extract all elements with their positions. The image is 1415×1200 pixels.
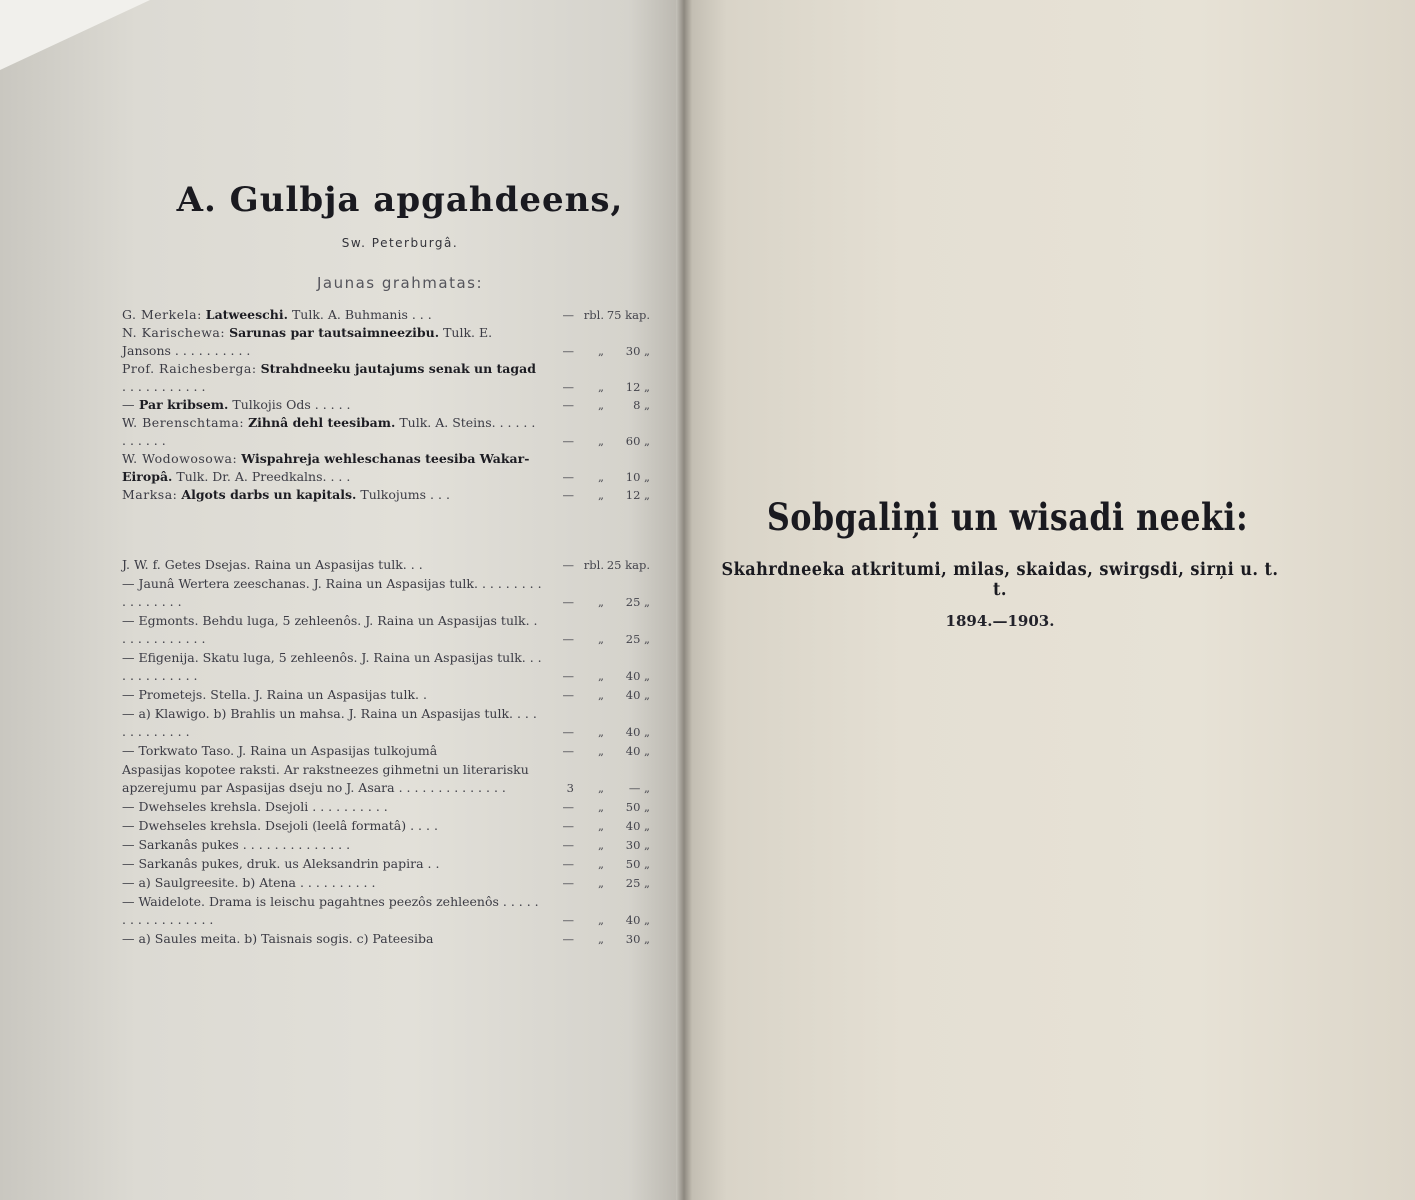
list-item: [122, 705, 672, 741]
price-unit: „: [598, 632, 604, 646]
entry-title: Algots darbs un kapitals.: [181, 487, 357, 502]
price-kopeks: 30 „: [625, 838, 650, 852]
folded-corner: [0, 0, 150, 70]
list-item: [122, 874, 672, 892]
price-kopeks: 75 kap.: [606, 308, 650, 322]
price-rubles: —: [562, 380, 574, 394]
price-rubles: —: [562, 669, 574, 683]
entry-text: [122, 486, 542, 504]
list-item: [122, 817, 672, 835]
price-kopeks: 40 „: [625, 819, 650, 833]
publisher-heading: A. Gulbja apgahdeens,: [176, 180, 624, 220]
entry-translator: Tulkojums . . .: [360, 487, 450, 502]
list-item: [122, 450, 672, 486]
price-unit: „: [598, 470, 604, 484]
entry-translator: Tulk. A. Steins. . . . . . . . . . . .: [122, 415, 536, 448]
entry-text: — a) Saules meita. b) Taisnais sogis. c) Pateesiba: [122, 931, 434, 946]
price-kopeks: 40 „: [625, 913, 650, 927]
entry-author: G. Merkela:: [122, 307, 202, 322]
right-page: [683, 0, 1415, 1200]
price-rubles: —: [562, 932, 574, 946]
price-rubles: —: [562, 470, 574, 484]
price-rubles: —: [562, 744, 574, 758]
price-rubles: —: [562, 632, 574, 646]
entry-text: Aspasijas kopotee raksti. Ar rakstneezes gihmetni un literarisku apzerejumu par Aspasijas dseju no J. Asara . . . . . . . . . . . . . .: [122, 762, 529, 795]
price-unit: „: [598, 398, 604, 412]
entry-title: Strahdneeku jautajums senak un tagad: [260, 361, 536, 376]
price-kopeks: 40 „: [625, 744, 650, 758]
price-rubles: —: [562, 434, 574, 448]
entry-text: [122, 396, 542, 414]
price-rubles: 3: [566, 781, 574, 795]
entry-title: Sarunas par tautsaimneezibu.: [229, 325, 440, 340]
publisher-city: Sw. Peterburgâ.: [341, 236, 459, 250]
entry-translator: Tulkojis Ods . . . . .: [232, 397, 351, 412]
price-rubles: —: [562, 876, 574, 890]
entry-text: — Jaunâ Wertera zeeschanas. J. Raina un Aspasijas tulk. . . . . . . . . . . . . . . . .: [122, 576, 542, 609]
list-item: [122, 742, 672, 760]
price-kopeks: — „: [628, 781, 650, 795]
entry-translator: Tulk. A. Buhmanis . . .: [291, 307, 432, 322]
entry-text: — Dwehseles krehsla. Dsejoli . . . . . . . . . .: [122, 799, 388, 814]
price-rubles: —: [562, 857, 574, 871]
list-item: [122, 486, 672, 504]
list-item: [122, 396, 672, 414]
price-kopeks: 50 „: [625, 800, 650, 814]
price-rubles: —: [562, 595, 574, 609]
price-kopeks: 25 kap.: [606, 558, 650, 572]
price-kopeks: 40 „: [625, 669, 650, 683]
list-item: [122, 414, 672, 450]
entry-title: Wispahreja wehleschanas teesiba Wakar-Eiropâ.: [122, 451, 530, 484]
list-item: [122, 855, 672, 873]
price-unit: „: [598, 932, 604, 946]
list-item: [122, 798, 672, 816]
entry-author: Marksa:: [122, 487, 178, 502]
list-item: [122, 930, 672, 948]
price-kopeks: 30 „: [625, 344, 650, 358]
price-kopeks: 25 „: [625, 876, 650, 890]
list-item: [122, 649, 672, 685]
entry-text: — Dwehseles krehsla. Dsejoli (leelâ formatâ) . . . .: [122, 818, 438, 833]
price-unit: „: [598, 781, 604, 795]
new-books-list: [122, 306, 672, 504]
price-rubles: —: [562, 913, 574, 927]
price-unit: „: [598, 434, 604, 448]
goethe-aspasia-list: [122, 556, 672, 949]
price-unit: „: [598, 819, 604, 833]
price-unit: „: [598, 488, 604, 502]
entry-text: [122, 324, 542, 360]
entry-text: — Prometejs. Stella. J. Raina un Aspasijas tulk. .: [122, 687, 427, 702]
price-rubles: —: [562, 725, 574, 739]
entry-text: — a) Saulgreesite. b) Atena . . . . . . . . . .: [122, 875, 376, 890]
list-item: [122, 360, 672, 396]
entry-text: [122, 360, 542, 396]
list-item: [122, 893, 672, 929]
price-unit: rbl.: [583, 558, 604, 572]
list-item: [122, 836, 672, 854]
price-kopeks: 50 „: [625, 857, 650, 871]
price-rubles: —: [562, 688, 574, 702]
book-gutter: [676, 0, 692, 1200]
entry-author: N. Karischewa:: [122, 325, 226, 340]
entry-text: — Waidelote. Drama is leischu pagahtnes peezôs zehleenôs . . . . . . . . . . . . . . . . .: [122, 894, 539, 927]
price-unit: „: [598, 800, 604, 814]
book-years: 1894.—1903.: [945, 612, 1055, 630]
price-kopeks: 40 „: [625, 688, 650, 702]
entry-title: Zihnâ dehl teesibam.: [248, 415, 396, 430]
price-kopeks: 12 „: [625, 380, 650, 394]
price-unit: „: [598, 595, 604, 609]
entry-text: [122, 306, 542, 324]
price-kopeks: 10 „: [625, 470, 650, 484]
price-unit: „: [598, 857, 604, 871]
entry-text: — Sarkanâs pukes, druk. us Aleksandrin papira . .: [122, 856, 440, 871]
price-unit: rbl.: [583, 308, 604, 322]
entry-text: — Sarkanâs pukes . . . . . . . . . . . . . .: [122, 837, 351, 852]
price-unit: „: [598, 876, 604, 890]
entry-author: —: [122, 397, 135, 412]
price-unit: „: [598, 838, 604, 852]
list-item: [122, 612, 672, 648]
entry-author: Prof. Raichesberga:: [122, 361, 257, 376]
entry-author: W. Wodowosowa:: [122, 451, 238, 466]
book-subtitle: Skahrdneeka atkritumi, milas, skaidas, swirgsdi, sirņi u. t. t.: [721, 560, 1279, 600]
price-kopeks: 40 „: [625, 725, 650, 739]
entry-title: Latweeschi.: [205, 307, 288, 322]
price-unit: „: [598, 380, 604, 394]
price-unit: „: [598, 669, 604, 683]
entry-text: J. W. f. Getes Dsejas. Raina un Aspasijas tulk. . .: [122, 557, 423, 572]
entry-title: Par kribsem.: [138, 397, 229, 412]
price-unit: „: [598, 688, 604, 702]
price-rubles: —: [562, 838, 574, 852]
price-unit: „: [598, 344, 604, 358]
price-rubles: —: [562, 800, 574, 814]
price-kopeks: 8 „: [633, 398, 650, 412]
entry-text: — Efigenija. Skatu luga, 5 zehleenôs. J. Raina un Aspasijas tulk. . . . . . . . . . . . .: [122, 650, 542, 683]
entry-translator: Tulk. Dr. A. Preedkalns. . . .: [176, 469, 351, 484]
entry-translator: Tulk. E. Jansons . . . . . . . . . .: [122, 325, 493, 358]
price-rubles: —: [562, 398, 574, 412]
price-unit: „: [598, 913, 604, 927]
list-item: [122, 575, 672, 611]
price-unit: „: [598, 744, 604, 758]
price-rubles: —: [562, 308, 574, 322]
price-unit: „: [598, 725, 604, 739]
entry-text: — Egmonts. Behdu luga, 5 zehleenôs. J. Raina un Aspasijas tulk. . . . . . . . . . . . .: [122, 613, 538, 646]
price-rubles: —: [562, 819, 574, 833]
list-item: [122, 761, 672, 797]
entry-text: [122, 414, 542, 450]
section-heading: Jaunas grahmatas:: [316, 274, 484, 292]
entry-translator: . . . . . . . . . . .: [122, 379, 206, 394]
entry-text: — a) Klawigo. b) Brahlis un mahsa. J. Raina un Aspasijas tulk. . . . . . . . . . . . .: [122, 706, 537, 739]
book-title: Sobgaliņi un wisadi neeki:: [766, 495, 1249, 539]
list-item: [122, 556, 672, 574]
price-kopeks: 60 „: [625, 434, 650, 448]
list-item: [122, 686, 672, 704]
list-item: [122, 306, 672, 324]
price-kopeks: 25 „: [625, 595, 650, 609]
list-item: [122, 324, 672, 360]
price-rubles: —: [562, 488, 574, 502]
price-kopeks: 25 „: [625, 632, 650, 646]
price-rubles: —: [562, 558, 574, 572]
price-kopeks: 30 „: [625, 932, 650, 946]
entry-author: W. Berenschtama:: [122, 415, 245, 430]
entry-text: — Torkwato Taso. J. Raina un Aspasijas tulkojumâ: [122, 743, 438, 758]
entry-text: [122, 450, 542, 486]
price-kopeks: 12 „: [625, 488, 650, 502]
price-rubles: —: [562, 344, 574, 358]
